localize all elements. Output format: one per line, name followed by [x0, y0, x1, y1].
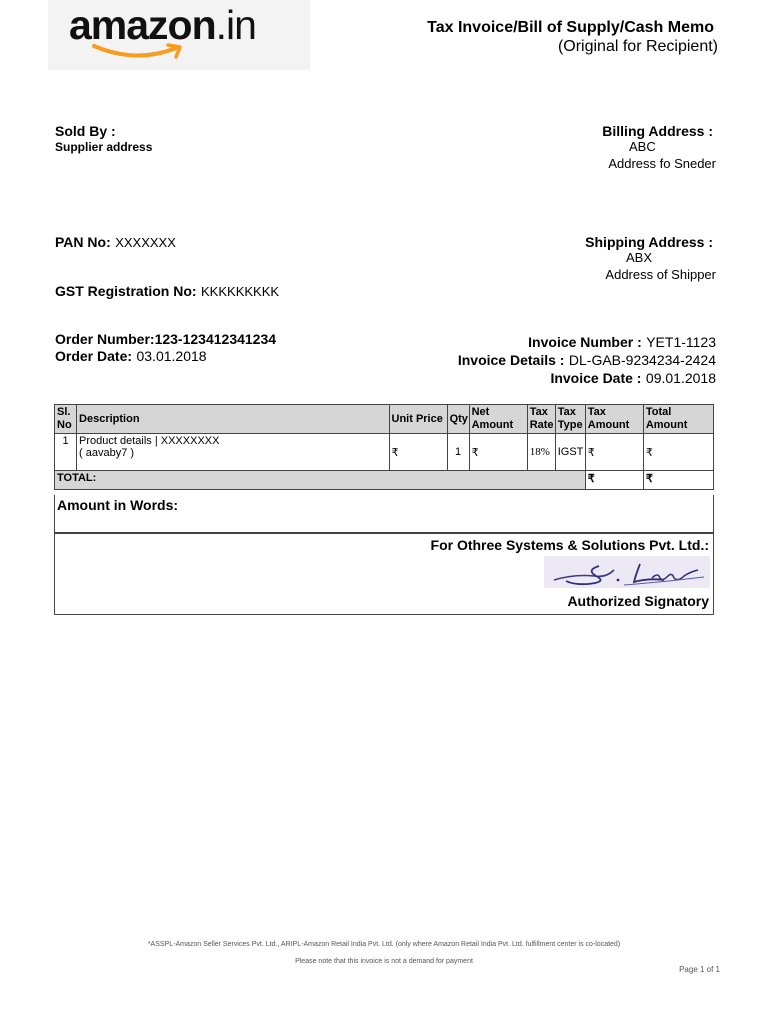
- items-table: [54, 404, 714, 490]
- invoice-details-value: DL-GAB-9234234-2424: [568, 352, 716, 368]
- col-tax-type: Tax Type: [555, 405, 585, 434]
- table-row: [55, 434, 714, 471]
- cell-net-amount: ₹: [469, 434, 527, 471]
- cell-total-amount: ₹: [643, 434, 713, 471]
- invoice-date-label: Invoice Date :: [550, 370, 642, 386]
- col-tax-amount: Tax Amount: [585, 405, 643, 434]
- gst-value: KKKKKKKKK: [201, 284, 280, 299]
- order-date-value: 03.01.2018: [136, 348, 207, 364]
- footer-disclaimer: Please note that this invoice is not a demand for payment: [295, 958, 473, 965]
- col-unit-price: Unit Price: [389, 405, 447, 434]
- page-number: Page 1 of 1: [679, 965, 720, 974]
- col-qty: Qty: [447, 405, 469, 434]
- invoice-date-row: [550, 370, 716, 388]
- cell-description: Product details | XXXXXXXX ( aavaby7 ): [77, 434, 389, 471]
- gst-row: [55, 283, 279, 301]
- invoice-number-value: YET1-1123: [646, 334, 716, 350]
- order-number-value: 123-123412341234: [154, 331, 277, 347]
- shipping-address: Address of Shipper: [605, 267, 716, 282]
- pan-row: [55, 234, 176, 252]
- col-sl-no: Sl. No: [55, 405, 77, 434]
- cell-tax-amount: ₹: [585, 434, 643, 471]
- invoice-number-row: [528, 334, 716, 352]
- document-subtitle: (Original for Recipient): [557, 38, 718, 55]
- shipping-address-label: Shipping Address :: [585, 234, 713, 250]
- footer-note: *ASSPL-Amazon Seller Services Pvt. Ltd., ARIPL-Amazon Retail India Pvt. Ltd. (only where Amazon Retail India Pvt. Ltd. fulfillment center is co-located): [147, 941, 621, 948]
- shipping-name: ABX: [626, 250, 653, 265]
- logo-brand: amazon: [69, 2, 216, 48]
- invoice-details-label: Invoice Details :: [457, 352, 565, 368]
- billing-address: Address fo Sneder: [608, 156, 716, 171]
- cell-sl: 1: [55, 434, 77, 471]
- company-name: For Othree Systems & Solutions Pvt. Ltd.:: [430, 537, 709, 553]
- cell-qty: 1: [447, 434, 469, 471]
- total-label: TOTAL:: [55, 471, 586, 490]
- supplier-address: Supplier address: [55, 140, 153, 154]
- total-tax-amount: ₹: [585, 471, 643, 490]
- order-date-row: [55, 348, 207, 366]
- document-title: Tax Invoice/Bill of Supply/Cash Memo: [427, 19, 714, 36]
- authorized-signatory: Authorized Signatory: [567, 593, 709, 609]
- invoice-details-row: [458, 352, 716, 370]
- amazon-smile-icon: [92, 42, 188, 60]
- pan-value: XXXXXXX: [115, 235, 176, 250]
- invoice-date-value: 09.01.2018: [645, 370, 716, 386]
- logo-tld: .in: [215, 2, 256, 48]
- table-header-row: [55, 405, 714, 434]
- amount-in-words-box: [54, 495, 714, 533]
- order-date-label: Order Date:: [55, 348, 133, 364]
- cell-unit-price: ₹: [389, 434, 447, 471]
- gst-label: GST Registration No:: [55, 283, 197, 299]
- total-grand-amount: ₹: [643, 471, 713, 490]
- cell-tax-rate: 18%: [527, 434, 555, 471]
- order-number-row: [55, 331, 276, 349]
- col-description: Description: [77, 405, 389, 434]
- col-total-amount: Total Amount: [643, 405, 713, 434]
- amount-in-words-label: Amount in Words:: [57, 497, 179, 513]
- pan-label: PAN No:: [55, 234, 111, 250]
- order-number-label: Order Number:: [55, 331, 155, 347]
- billing-address-label: Billing Address :: [602, 123, 713, 139]
- sold-by-label: Sold By :: [55, 123, 116, 139]
- col-net-amount: Net Amount: [469, 405, 527, 434]
- total-row: [55, 471, 714, 490]
- billing-name: ABC: [629, 139, 656, 154]
- cell-tax-type: IGST: [555, 434, 585, 471]
- signature-image: [544, 556, 710, 588]
- col-tax-rate: Tax Rate: [527, 405, 555, 434]
- invoice-number-label: Invoice Number :: [528, 334, 642, 350]
